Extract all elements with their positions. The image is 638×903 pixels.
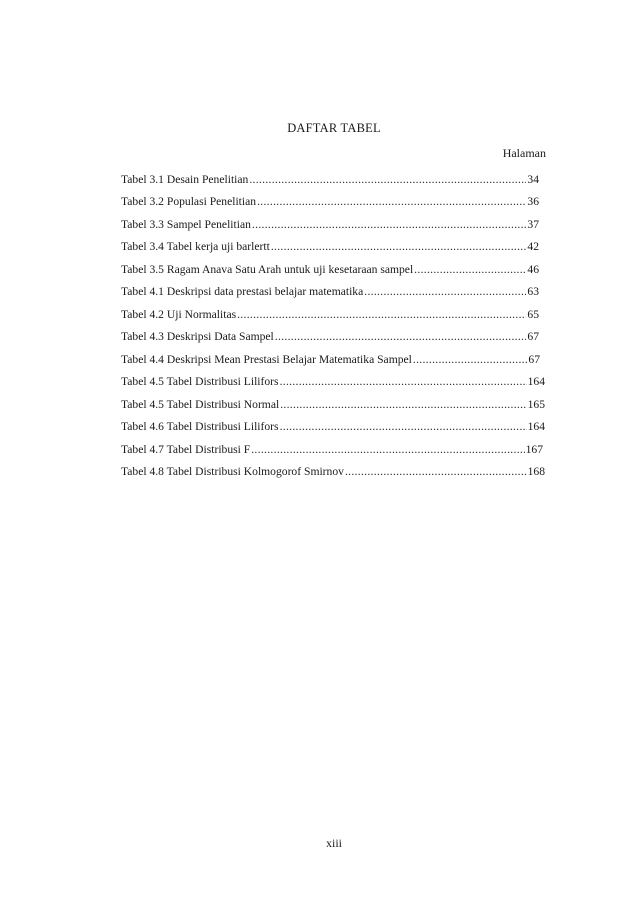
entry-page: 67 <box>527 330 539 343</box>
dot-leader <box>280 420 527 434</box>
dot-leader <box>271 240 527 254</box>
list-item <box>121 299 539 322</box>
entry-page: 164 <box>527 420 545 433</box>
entry-page: 67 <box>528 352 540 366</box>
entry-page: 168 <box>527 465 545 478</box>
dot-leader <box>275 330 527 344</box>
entry-label: Tabel 4.7 Tabel Distribusi F <box>121 442 251 456</box>
dot-leader <box>280 375 527 389</box>
entry-page: 167 <box>525 442 543 456</box>
list-item <box>121 389 545 412</box>
list-item <box>121 412 545 435</box>
list-item <box>121 457 545 480</box>
entry-page: 37 <box>527 217 539 231</box>
entry-page: 36 <box>527 195 539 208</box>
entry-label: Tabel 3.1 Desain Penelitian <box>121 172 249 186</box>
page-column-header: Halaman <box>502 146 546 160</box>
entry-label: Tabel 3.3 Sampel Penelitian <box>121 217 251 231</box>
entry-label: Tabel 4.8 Tabel Distribusi Kolmogorof Smirnov <box>121 465 344 478</box>
dot-leader <box>280 398 526 412</box>
list-item <box>121 367 545 390</box>
list-item <box>121 232 539 255</box>
entry-page: 63 <box>527 285 539 298</box>
dot-leader <box>413 353 528 367</box>
list-item <box>121 254 539 277</box>
list-item <box>121 187 539 210</box>
list-item <box>121 164 539 187</box>
list-item <box>121 434 543 457</box>
entry-label: Tabel 4.6 Tabel Distribusi Lilifors <box>121 420 279 433</box>
dot-leader <box>237 308 526 322</box>
entry-label: Tabel 4.1 Deskripsi data prestasi belajar matematika <box>121 285 364 298</box>
entry-page: 46 <box>527 262 539 276</box>
entry-label: Tabel 3.2 Populasi Penelitian <box>121 195 257 208</box>
dot-leader <box>257 195 526 209</box>
dot-leader <box>414 263 526 277</box>
list-item <box>121 344 540 367</box>
list-item <box>121 209 539 232</box>
dot-leader <box>364 285 526 299</box>
page-number: xiii <box>325 836 342 850</box>
entry-label: Tabel 4.3 Deskripsi Data Sampel <box>121 330 274 343</box>
table-list <box>121 164 547 479</box>
entry-page: 65 <box>527 307 539 321</box>
entry-page: 165 <box>527 397 545 411</box>
dot-leader <box>252 218 526 232</box>
entry-label: Tabel 3.5 Ragam Anava Satu Arah untuk uji kesetaraan sampel <box>121 262 414 276</box>
list-item <box>121 277 539 300</box>
entry-page: 34 <box>527 172 539 186</box>
entry-label: Tabel 4.5 Tabel Distribusi Lilifors <box>121 375 279 388</box>
entry-label: Tabel 4.4 Deskripsi Mean Prestasi Belajar Matematika Sampel <box>121 352 412 366</box>
dot-leader <box>249 173 526 187</box>
list-item <box>121 322 539 345</box>
page-title: DAFTAR TABEL <box>287 121 381 135</box>
dot-leader <box>345 465 527 479</box>
dot-leader <box>251 443 524 457</box>
entry-label: Tabel 4.5 Tabel Distribusi Normal <box>121 397 280 411</box>
entry-label: Tabel 3.4 Tabel kerja uji barlertt <box>121 240 270 253</box>
entry-page: 42 <box>527 240 539 253</box>
entry-page: 164 <box>527 375 545 388</box>
entry-label: Tabel 4.2 Uji Normalitas <box>121 307 237 321</box>
